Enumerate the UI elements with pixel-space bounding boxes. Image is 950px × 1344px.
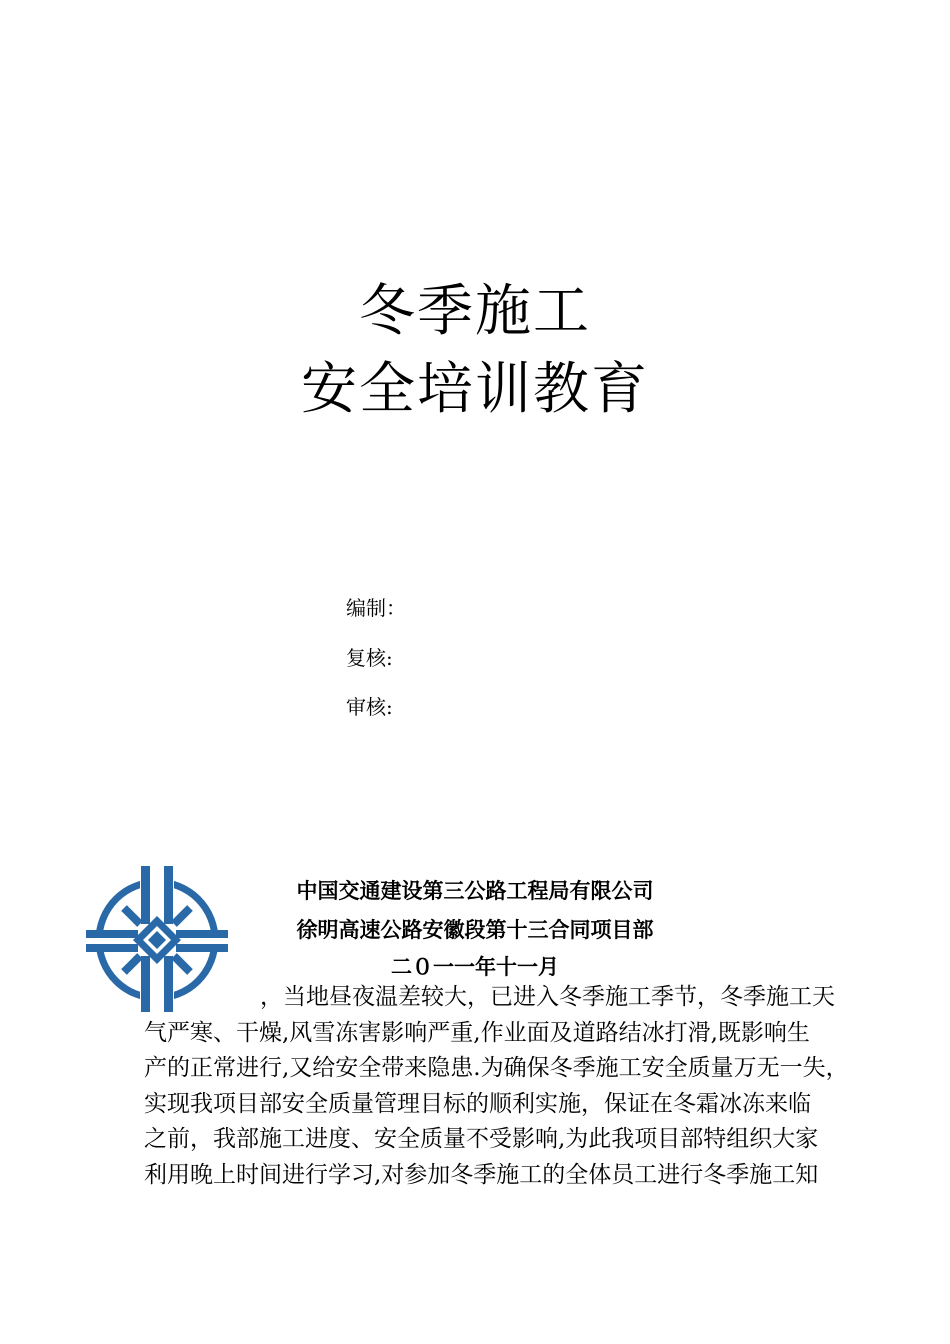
body-line: 之前，我部施工进度、安全质量不受影响,为此我项目部特组织大家: [144, 1126, 819, 1152]
body-line: 利用晚上时间进行学习,对参加冬季施工的全体员工进行冬季施工知: [144, 1161, 819, 1188]
company-name: 中国交通建设第三公路工程局有限公司: [296, 879, 654, 903]
body-paragraph: [144, 980, 849, 1193]
reviewer-label: 复核:: [346, 646, 393, 670]
body-line: 气严寒、干燥,风雪冻害影响严重,作业面及道路结冰打滑,既影响生: [144, 1019, 810, 1046]
compiler-label: 编制：: [346, 596, 406, 620]
document-date: 二０一一年十一月: [391, 955, 559, 979]
document-title-line2: 安全培训教育: [301, 357, 649, 422]
body-line: ，当地昼夜温差较大，已进入冬季施工季节，冬季施工天: [260, 984, 835, 1010]
project-department-name: 徐明高速公路安徽段第十三合同项目部: [296, 918, 654, 942]
body-line: 实现我项目部安全质量管理目标的顺利实施，保证在冬霜冰冻来临: [144, 1090, 811, 1117]
body-line: 产的正常进行,又给安全带来隐患.为确保冬季施工安全质量万无一失，: [144, 1055, 849, 1081]
approver-label: 审核:: [346, 695, 393, 719]
document-title-line1: 冬季施工: [359, 279, 591, 344]
